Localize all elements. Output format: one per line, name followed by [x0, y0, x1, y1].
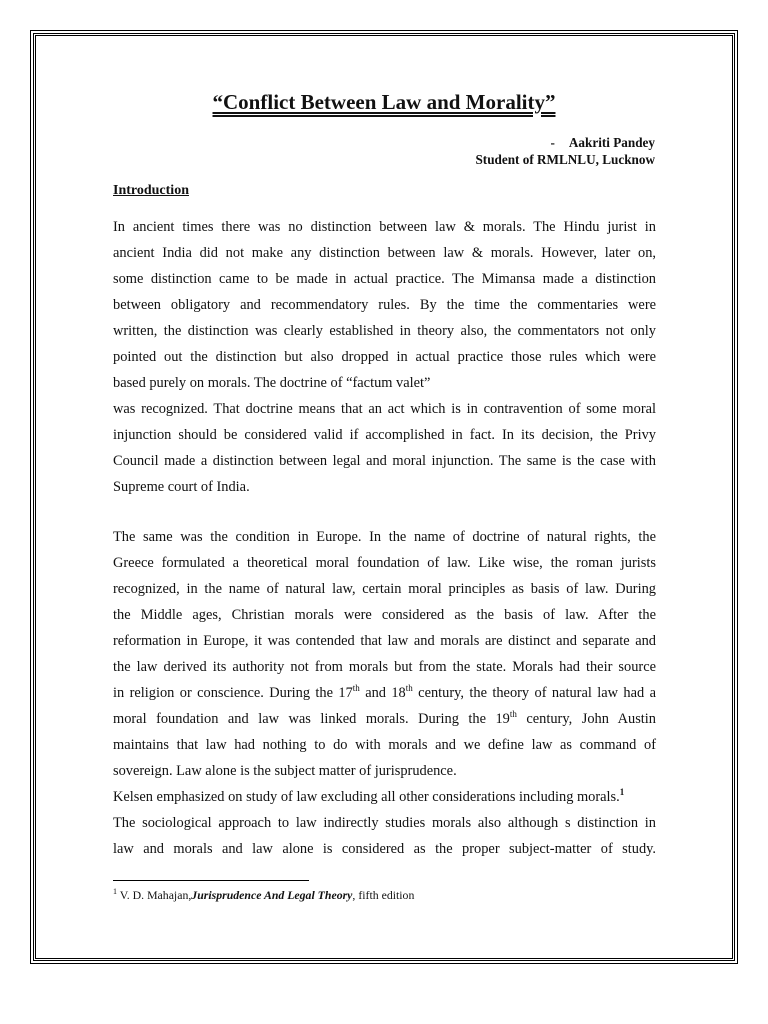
paragraph-line: was recognized. That doctrine means that an act which is in contravention of some moral	[113, 401, 656, 417]
paragraph-line: written, the distinction was clearly established in theory also, the commentators not only	[113, 323, 656, 339]
paragraph-line: based purely on morals. The doctrine of “factum valet”	[113, 375, 431, 391]
footnote-reference[interactable]: 1	[619, 787, 625, 798]
paragraph-line: pointed out the distinction but also dropped in actual practice those rules which were	[113, 349, 656, 365]
paragraph-line: maintains that law had nothing to do with morals and we define law as command of	[113, 737, 656, 753]
paragraph-line: reformation in Europe, it was contended that law and morals are distinct and separate and	[113, 633, 656, 649]
paragraph-line: the law derived its authority not from morals but from the state. Morals had their source	[113, 659, 656, 675]
paragraph-line: Council made a distinction between legal and moral injunction. The same is the case with	[113, 453, 656, 469]
author-dash: -	[550, 135, 555, 150]
paragraph-line: the Middle ages, Christian morals were considered as the basis of law. After the	[113, 607, 656, 623]
paragraph-line: recognized, in the name of natural law, certain moral principles as basis of law. During	[113, 581, 656, 597]
paragraph-line: Supreme court of India.	[113, 479, 250, 495]
author-block	[475, 134, 655, 168]
text-run: and 18	[359, 685, 406, 701]
text-run: moral foundation and law was linked morals. During the 19	[113, 711, 510, 727]
paragraph-line: law and morals and law alone is considered as the proper subject-matter of study.	[113, 841, 656, 857]
paragraph-line	[113, 680, 656, 706]
text-run: century, John Austin	[516, 711, 656, 727]
text-run: century, the theory of natural law had a	[412, 685, 656, 701]
footnote-edition: , fifth edition	[352, 888, 415, 902]
paragraph-line	[113, 706, 656, 732]
paragraph-line: In ancient times there was no distinction between law & morals. The Hindu jurist in	[113, 219, 656, 235]
paragraph-line: The sociological approach to law indirectly studies morals also although s distinction in	[113, 815, 656, 831]
footnote-author: V. D. Mahajan,	[119, 888, 192, 902]
section-heading-introduction: Introduction	[113, 183, 189, 198]
footnote	[113, 888, 414, 903]
paragraph-line: between obligatory and recommendatory rules. By the time the commentaries were	[113, 297, 656, 313]
author-name-line	[475, 134, 655, 151]
author-name: Aakriti Pandey	[568, 135, 655, 150]
paragraph-line: ancient India did not make any distinction between law & morals. However, later on,	[113, 245, 656, 261]
document-title: “Conflict Between Law and Morality”	[212, 90, 556, 114]
author-affiliation: Student of RMLNLU, Lucknow	[475, 152, 655, 167]
paragraph-line: some distinction came to be made in actual practice. The Mimansa made a distinction	[113, 271, 656, 287]
paragraph-1	[113, 214, 656, 500]
paragraph-line: Greece formulated a theoretical moral foundation of law. Like wise, the roman jurists	[113, 555, 656, 571]
ordinal-suffix: th	[509, 709, 517, 720]
footnote-number: 1	[113, 887, 117, 897]
text-run: in religion or conscience. During the 17	[113, 685, 353, 701]
paragraph-2	[113, 524, 656, 862]
text-run: Kelsen emphasized on study of law excluding all other considerations including morals.	[113, 789, 620, 805]
paragraph-line: injunction should be considered valid if accomplished in fact. In its decision, the Privy	[113, 427, 656, 443]
footnote-book-title: Jurisprudence And Legal Theory	[191, 888, 353, 902]
ordinal-suffix: th	[352, 683, 360, 694]
paragraph-line	[113, 784, 656, 810]
paragraph-line: sovereign. Law alone is the subject matter of jurisprudence.	[113, 763, 457, 779]
ordinal-suffix: th	[405, 683, 413, 694]
footnote-separator	[113, 880, 309, 881]
paragraph-line: The same was the condition in Europe. In the name of doctrine of natural rights, the	[113, 529, 656, 545]
